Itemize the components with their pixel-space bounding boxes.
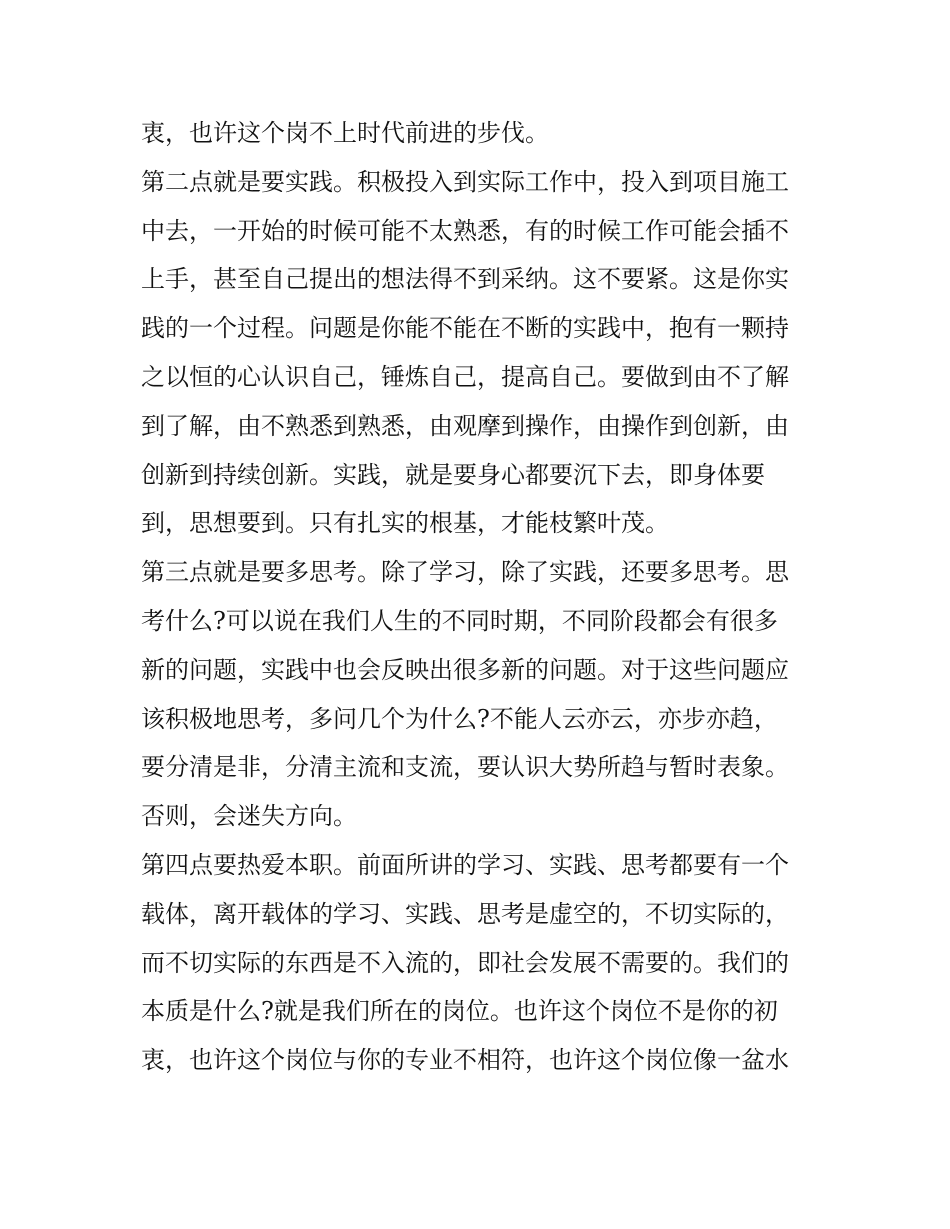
text-line: 第四点要热爱本职。前面所讲的学习、实践、思考都要有一个 bbox=[141, 850, 789, 879]
text-line: 衷，也许这个岗不上时代前进的步伐。 bbox=[141, 119, 549, 147]
text-line: 之以恒的心认识自己，锤炼自己，提高自己。要做到由不了解 bbox=[141, 362, 789, 391]
text-line: 创新到持续创新。实践，就是要身心都要沉下去，即身体要 bbox=[141, 460, 765, 489]
text-line: 而不切实际的东西是不入流的，即社会发展不需要的。我们的 bbox=[141, 948, 789, 977]
text-line: 本质是什么?就是我们所在的岗位。也许这个岗位不是你的初 bbox=[141, 997, 778, 1026]
text-line: 要分清是非，分清主流和支流，要认识大势所趋与暂时表象。 bbox=[141, 753, 789, 782]
text-line: 中去，一开始的时候可能不太熟悉，有的时候工作可能会插不 bbox=[141, 216, 789, 245]
text-line: 践的一个过程。问题是你能不能在不断的实践中，抱有一颗持 bbox=[141, 314, 789, 343]
text-line: 载体，离开载体的学习、实践、思考是虚空的，不切实际的， bbox=[141, 899, 789, 928]
text-line: 第二点就是要实践。积极投入到实际工作中，投入到项目施工 bbox=[141, 167, 789, 196]
text-line: 到，思想要到。只有扎实的根基，才能枝繁叶茂。 bbox=[141, 509, 669, 538]
text-line: 第三点就是要多思考。除了学习，除了实践，还要多思考。思 bbox=[141, 558, 789, 587]
text-line: 新的问题，实践中也会反映出很多新的问题。对于这些问题应 bbox=[141, 655, 789, 684]
text-line: 考什么?可以说在我们人生的不同时期，不同阶段都会有很多 bbox=[141, 606, 778, 635]
text-line: 否则，会迷失方向。 bbox=[141, 802, 357, 831]
text-line: 衷，也许这个岗位与你的专业不相符，也许这个岗位像一盆水 bbox=[141, 1046, 789, 1075]
text-line: 该积极地思考，多问几个为什么?不能人云亦云，亦步亦趋， bbox=[141, 704, 778, 733]
document-body bbox=[141, 109, 821, 1085]
text-line: 到了解，由不熟悉到熟悉，由观摩到操作，由操作到创新，由 bbox=[141, 411, 789, 440]
text-line: 上手，甚至自己提出的想法得不到采纳。这不要紧。这是你实 bbox=[141, 265, 789, 294]
